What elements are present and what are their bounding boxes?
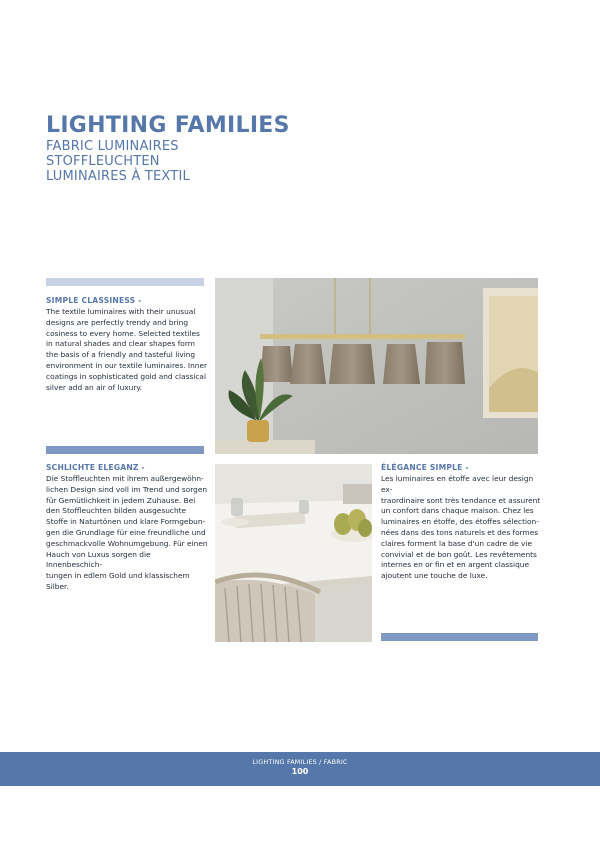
paragraph-line: Silber. (46, 581, 69, 591)
paragraph-line: gen die Grundlage für eine freundliche und (46, 527, 206, 537)
paragraph-line: The textile luminaires with their unusual (46, 307, 196, 316)
pendant-lamp-illustration (215, 278, 538, 454)
paragraph-line: claires forment la base d'un cadre de vie (381, 538, 532, 548)
heading-fr: ÉLÉGANCE SIMPLE - (381, 463, 469, 472)
paragraph-line: environment in our textile luminaires. Inner (46, 360, 208, 370)
subtitle-en: FABRIC LUMINAIRES (46, 139, 179, 154)
page-title: LIGHTING FAMILIES (46, 113, 290, 138)
paragraph-line: nées dans des tons naturels et des formes (381, 527, 539, 537)
paragraph-line: geschmackvolle Wohnumgebung. Für einen (46, 538, 208, 548)
paragraph-line: tungen in edlem Gold und klassischem (46, 571, 190, 581)
paragraph-line: lichen Design sind voll im Trend und sorgen (46, 484, 208, 494)
accent-bar-middle (46, 446, 204, 454)
dining-table-illustration (215, 464, 372, 642)
paragraph-line: the basis of a friendly and tasteful living (46, 350, 196, 360)
paragraph-line: silver add an air of luxury. (46, 382, 143, 392)
paragraph-line: Stoffe in Naturtönen und klare Formgebun- (46, 517, 206, 527)
paragraph-line: designs are perfectly trendy and bring (46, 317, 189, 327)
footer-bar (0, 752, 600, 786)
paragraph-line: ajoutent une touche de luxe. (381, 571, 488, 581)
paragraph-line: traordinaire sont très tendance et assurent (381, 495, 541, 505)
paragraph-line: coatings in sophisticated gold and classical (46, 371, 207, 381)
pendant-lamp-photo (215, 278, 538, 454)
heading-de: SCHLICHTE ELEGANZ - (46, 463, 145, 472)
paragraph-line: cosiness to every home. Selected textiles (46, 328, 200, 338)
page-number: 100 (291, 767, 309, 776)
accent-bar-right (381, 633, 538, 641)
paragraph-fr (381, 474, 543, 582)
subtitle-fr: LUMINAIRES À TEXTIL (46, 169, 190, 184)
paragraph-line: Hauch von Luxus sorgen die Innenbeschich- (46, 549, 151, 570)
paragraph-line: internes en or fin et en argent classique (381, 560, 530, 570)
paragraph-de (46, 474, 208, 593)
footer-label: LIGHTING FAMILIES / FABRIC (252, 758, 348, 766)
dining-table-photo (215, 464, 372, 642)
paragraph-line: convivial et de bon goût. Les revêtements (381, 549, 537, 559)
heading-en: SIMPLE CLASSINESS - (46, 296, 142, 305)
subtitle-de: STOFFLEUCHTEN (46, 154, 160, 169)
paragraph-line: Die Stoffleuchten mit ihrem außergewöhn- (46, 474, 204, 483)
paragraph-line: luminaires en étoffe, des étoffes sélection- (381, 517, 539, 527)
paragraph-en (46, 307, 208, 393)
paragraph-line: Les luminaires en étoffe avec leur design ex- (381, 474, 534, 494)
paragraph-line: den Stoffleuchten bilden ausgesuchte (46, 506, 187, 516)
paragraph-line: für Gemütlichkeit in jedem Zuhause. Bei (46, 495, 196, 505)
accent-bar-top (46, 278, 204, 286)
paragraph-line: un confort dans chaque maison. Chez les (381, 506, 534, 516)
paragraph-line: in natural shades and clear shapes form (46, 339, 195, 349)
